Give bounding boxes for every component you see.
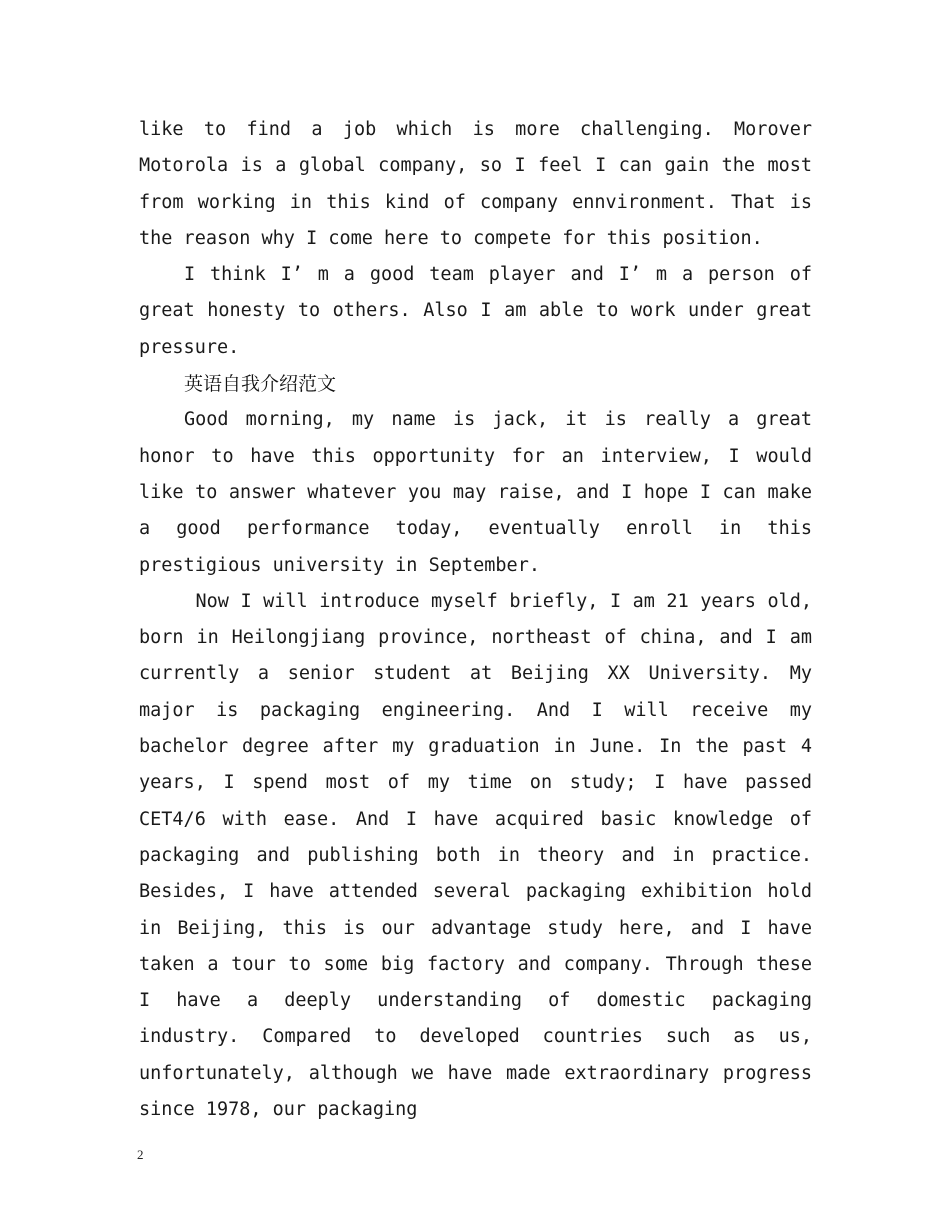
page-number: 2 [137, 1147, 144, 1162]
paragraph-introduction: Now I will introduce myself briefly, I am 21 years old, born in Heilongjiang province, northeast of china, and I am currently a senior student at Beijing XX University. My major is packaging engineering. And I will receive my bachelor degree after my graduation in June. In the past 4 years, I spend most of my time on study; I have passed CET4/6 with ease. And I have acquired basic knowledge of packaging and publishing both in theory and in practice. Besides, I have attended several packaging exhibition hold in Beijing, this is our advantage study here, and I have taken a tour to some big factory and company. Through these I have a deeply understanding of domestic packaging industry. Compared to developed countries such as us, unfortunately, although we have made extraordinary progress since 1978, our packaging [139, 590, 824, 1121]
document-body [139, 112, 824, 1128]
paragraph-continuation: like to find a job which is more challenging. Morover Motorola is a global company, so I feel I can gain the most from working in this kind of company ennvironment. That is the reason why I come here to compete for this position. [139, 119, 812, 249]
paragraph-greeting: Good morning, my name is jack, it is really a great honor to have this opportunity for an interview, I would like to answer whatever you may raise, and I hope I can make a good performance today, eventually enroll in this prestigious university in September. [139, 409, 812, 576]
section-heading: 英语自我介绍范文 [184, 373, 337, 396]
paragraph-team-player: I think I’ m a good team player and I’ m a person of great honesty to others. Also I am able to work under great pressure. [139, 264, 812, 358]
